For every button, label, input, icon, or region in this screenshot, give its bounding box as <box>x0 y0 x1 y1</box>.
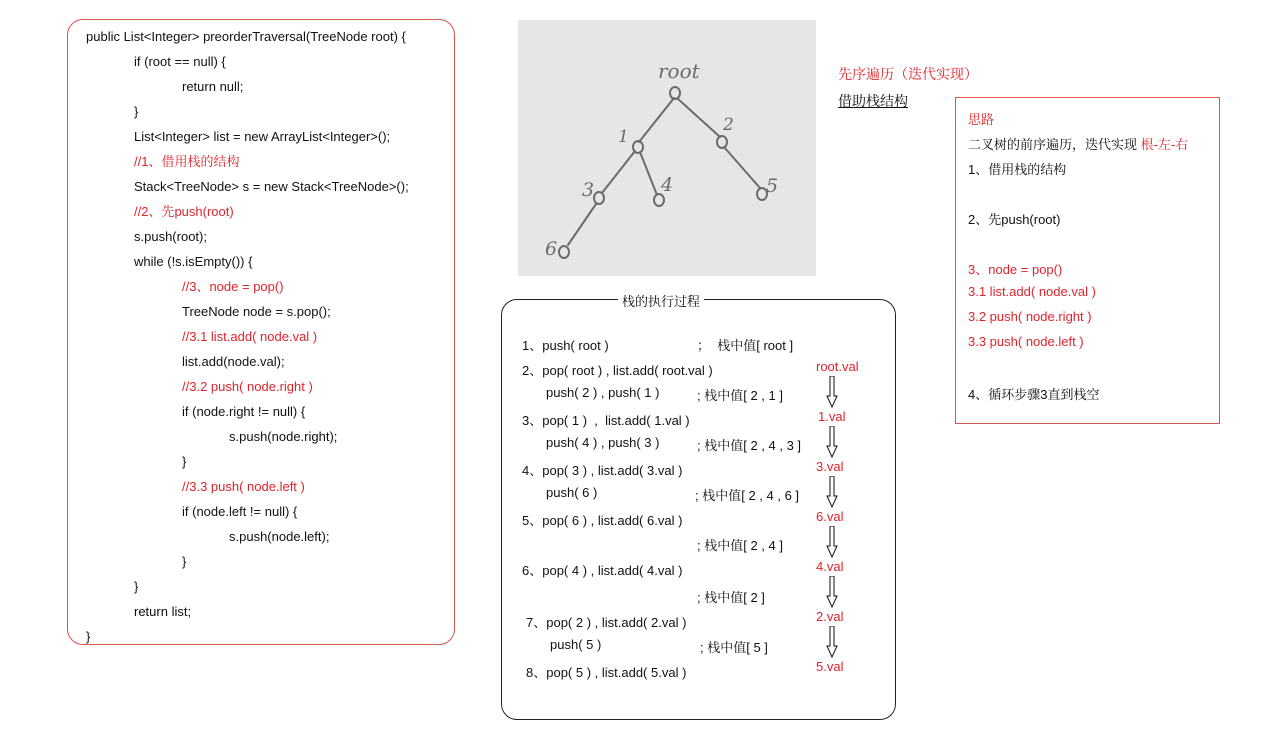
thought-line <box>968 284 1096 299</box>
thought-text: 3、node = pop() <box>968 262 1063 277</box>
stack-step-op: 1、push( root ) <box>522 338 609 353</box>
stack-step-op: push( 6 ) <box>546 485 598 500</box>
stack-step-op: push( 2 ) , push( 1 ) <box>546 385 660 400</box>
down-arrow-icon <box>826 626 838 658</box>
thought-line <box>968 259 1062 278</box>
output-value: 3.val <box>816 459 844 474</box>
code-line: if (root == null) { <box>134 54 226 69</box>
thought-line <box>968 384 1099 403</box>
code-line: Stack<TreeNode> s = new Stack<TreeNode>(); <box>134 179 409 194</box>
down-arrow-icon <box>826 476 838 508</box>
output-value: 5.val <box>816 659 844 674</box>
code-line: s.push(node.right); <box>229 429 338 444</box>
stack-step-op: 7、pop( 2 ) , list.add( 2.val ) <box>526 615 687 630</box>
output-value: 1.val <box>818 409 846 424</box>
label-5: 5 <box>766 175 779 197</box>
page-subtitle: 借助栈结构 <box>838 93 908 109</box>
code-line: return null; <box>182 79 244 94</box>
thought-emphasis: 根-左-右 <box>1140 137 1189 152</box>
thought-text: 1、借用栈的结构 <box>968 162 1067 177</box>
code-line: s.push(node.left); <box>229 529 330 544</box>
thought-text: 3.2 push( node.right ) <box>968 309 1092 324</box>
stack-step-op: 6、pop( 4 ) , list.add( 4.val ) <box>522 563 683 578</box>
thoughts-box <box>955 97 1220 424</box>
code-line: if (node.right != null) { <box>182 404 306 419</box>
thought-line <box>968 209 1060 228</box>
thought-text: 二叉树的前序遍历，迭代实现 <box>968 137 1141 152</box>
stack-state: ; 栈中值[ 2 ] <box>697 590 765 605</box>
code-line: s.push(root); <box>134 229 207 244</box>
down-arrow-icon <box>826 426 838 458</box>
stack-state: ; 栈中值[ 2 , 4 , 3 ] <box>697 438 802 453</box>
code-line: } <box>182 454 187 469</box>
stack-step-op: push( 4 ) , push( 3 ) <box>546 435 660 450</box>
label-root: root <box>658 59 700 83</box>
down-arrow-icon <box>826 526 838 558</box>
code-line: list.add(node.val); <box>182 354 285 369</box>
thought-text: 3.3 push( node.left ) <box>968 334 1084 349</box>
label-1: 1 <box>618 127 629 147</box>
down-arrow-icon <box>826 576 838 608</box>
edge-root-2 <box>677 98 720 137</box>
thought-line <box>968 159 1066 178</box>
edge-2-5 <box>724 147 760 188</box>
code-line: if (node.left != null) { <box>182 504 298 519</box>
stack-step-op: 3、pop( 1 ) , list.add( 1.val ) <box>522 413 690 428</box>
tree-photo <box>518 20 816 276</box>
code-line: } <box>86 629 91 644</box>
code-line: } <box>134 579 139 594</box>
code-line: //3.2 push( node.right ) <box>182 379 313 394</box>
node-3 <box>594 192 604 204</box>
output-value: 6.val <box>816 509 844 524</box>
code-line: while (!s.isEmpty()) { <box>134 254 253 269</box>
page-title: 先序遍历（迭代实现） <box>838 66 978 82</box>
code-line: } <box>134 104 139 119</box>
thought-line <box>968 134 1188 153</box>
edge-1-3 <box>602 151 635 193</box>
stack-step-op: 5、pop( 6 ) , list.add( 6.val ) <box>522 513 683 528</box>
code-line: //3.1 list.add( node.val ) <box>182 329 318 344</box>
stack-state: ; 栈中值[ 5 ] <box>700 640 768 655</box>
stack-step-op: push( 5 ) <box>550 637 602 652</box>
stack-state: ; 栈中值[ 2 , 4 , 6 ] <box>695 488 800 503</box>
output-value: 2.val <box>816 609 844 624</box>
thought-text: 2、先push(root) <box>968 212 1061 227</box>
code-line: //2、先push(root) <box>134 204 234 219</box>
node-2 <box>717 136 727 148</box>
code-line: //3、node = pop() <box>182 279 284 294</box>
thought-text: 思路 <box>968 112 995 127</box>
stack-state: ; 栈中值[ 2 , 4 ] <box>697 538 783 553</box>
label-6: 6 <box>545 238 558 260</box>
thought-text: 4、循环步骤3直到栈空 <box>968 387 1100 402</box>
code-line: return list; <box>134 604 192 619</box>
code-line: TreeNode node = s.pop(); <box>182 304 331 319</box>
node-6 <box>559 246 569 258</box>
stack-state: ; 栈中值[ 2 , 1 ] <box>697 388 783 403</box>
edge-3-6 <box>568 204 596 245</box>
node-1 <box>633 141 643 153</box>
stack-step-op: 2、pop( root ) , list.add( root.val ) <box>522 363 713 378</box>
output-value: root.val <box>816 359 859 374</box>
code-line: //1、借用栈的结构 <box>134 154 240 169</box>
stack-step-op: 8、pop( 5 ) , list.add( 5.val ) <box>526 665 687 680</box>
tree-sketch <box>518 20 816 276</box>
edge-root-1 <box>639 98 674 142</box>
down-arrow-icon <box>826 376 838 408</box>
stack-process-title: 栈的执行过程 <box>618 291 704 310</box>
stack-state: ； 栈中值[ root ] <box>697 338 794 353</box>
code-line: //3.3 push( node.left ) <box>182 479 305 494</box>
thought-line <box>968 309 1092 324</box>
thought-line <box>968 109 994 128</box>
label-2: 2 <box>723 115 734 135</box>
label-4: 4 <box>661 174 674 196</box>
thought-text: 3.1 list.add( node.val ) <box>968 284 1096 299</box>
code-line: public List<Integer> preorderTraversal(TreeNode root) { <box>86 29 406 44</box>
label-3: 3 <box>582 179 595 201</box>
edge-1-4 <box>640 152 657 195</box>
stack-step-op: 4、pop( 3 ) , list.add( 3.val ) <box>522 463 683 478</box>
thought-line <box>968 334 1084 349</box>
node-root <box>670 87 680 99</box>
code-line: List<Integer> list = new ArrayList<Integer>(); <box>134 129 391 144</box>
output-value: 4.val <box>816 559 844 574</box>
code-line: } <box>182 554 187 569</box>
